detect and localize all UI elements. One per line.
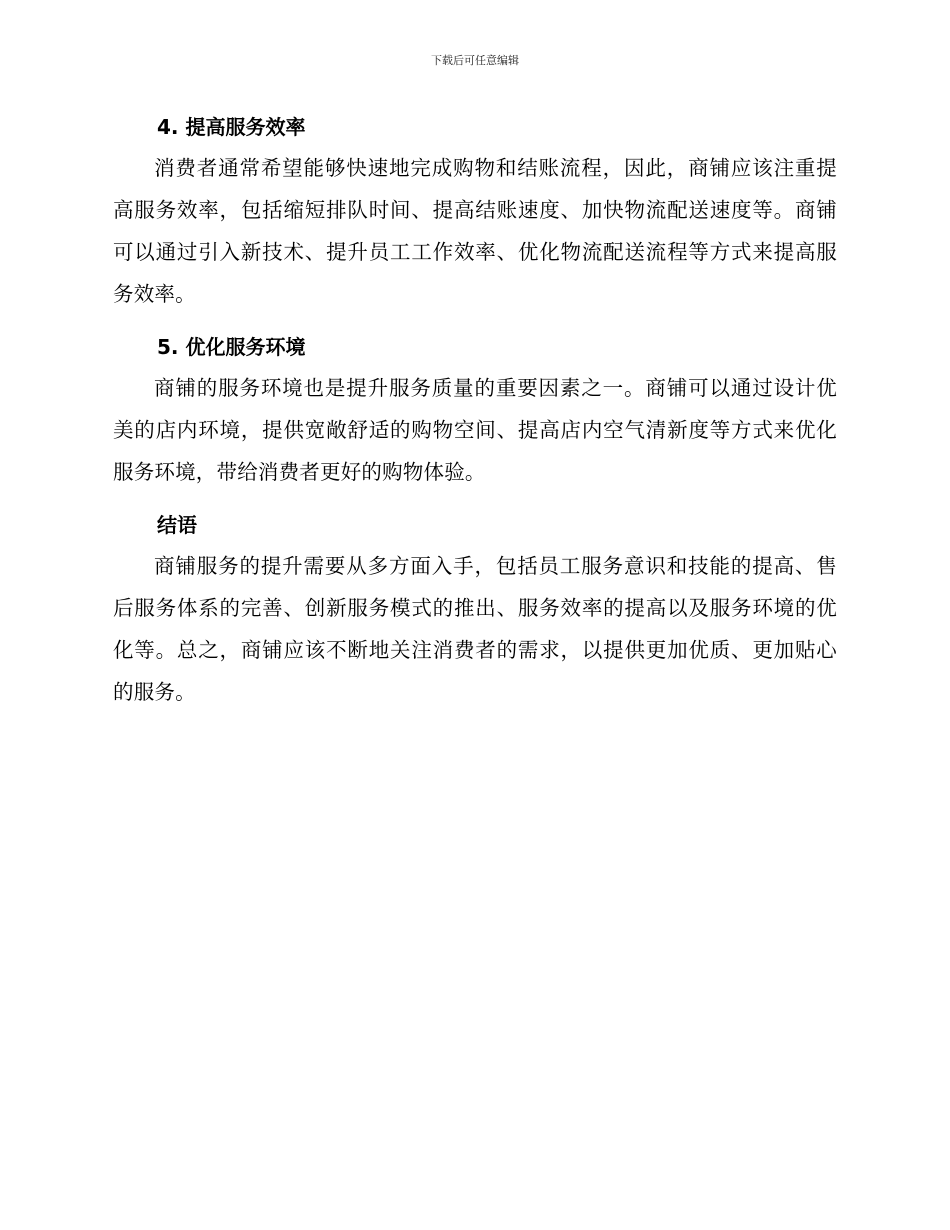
section-heading: 结语 — [157, 513, 197, 537]
section-heading: 4. 提高服务效率 — [157, 115, 306, 139]
section-paragraph: 商铺的服务环境也是提升服务质量的重要因素之一。商铺可以通过设计优美的店内环境，提供宽敞舒适的购物空间、提高店内空气清新度等方式来优化服务环境，带给消费者更好的购物体验。 — [113, 376, 837, 484]
section-conclusion — [113, 505, 837, 713]
section-service-efficiency — [113, 107, 837, 315]
section-paragraph: 商铺服务的提升需要从多方面入手，包括员工服务意识和技能的提高、售后服务体系的完善、创新服务模式的推出、服务效率的提高以及服务环境的优化等。总之，商铺应该不断地关注消费者的需求，以提供更加优质、更加贴心的服务。 — [113, 554, 837, 704]
section-service-environment — [113, 327, 837, 493]
page-header: 下载后可任意编辑 — [431, 54, 519, 67]
document-body — [113, 107, 837, 725]
section-heading: 5. 优化服务环境 — [157, 335, 306, 359]
section-paragraph: 消费者通常希望能够快速地完成购物和结账流程，因此，商铺应该注重提高服务效率，包括缩短排队时间、提高结账速度、加快物流配送速度等。商铺可以通过引入新技术、提升员工工作效率、优化物流配送流程等方式来提高服务效率。 — [113, 156, 837, 306]
